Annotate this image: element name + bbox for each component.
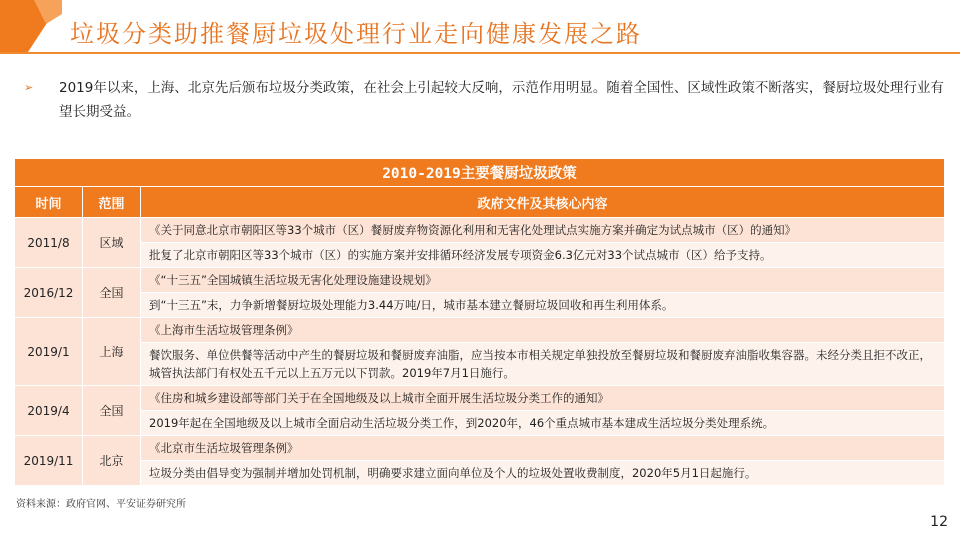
- header-time: 时间: [15, 187, 83, 218]
- arrow-bullet-icon: ➢: [24, 81, 34, 94]
- table-header-row: [15, 187, 945, 218]
- table-row: [15, 343, 945, 386]
- source-note: 资料来源：政府官网、平安证券研究所: [16, 499, 186, 510]
- row-document: 《住房和城乡建设部等部门关于在全国地级及以上城市全面开展生活垃圾分类工作的通知》: [141, 386, 945, 411]
- policy-table: [14, 158, 945, 486]
- table-row: [15, 461, 945, 486]
- row-description: 垃圾分类由倡导变为强制并增加处罚机制，明确要求建立面向单位及个人的垃圾处置收费制度，2020年5月1日起施行。: [141, 461, 945, 486]
- row-description: 餐饮服务、单位供餐等活动中产生的餐厨垃圾和餐厨废弃油脂，应当按本市相关规定单独投放至餐厨垃圾和餐厨废弃油脂收集容器。未经分类且拒不改正，城管执法部门有权处五千元以上五万元以下罚款。2019年7月1日施行。: [141, 343, 945, 386]
- table-row: [15, 218, 945, 243]
- row-description: 2019年起在全国地级及以上城市全面启动生活垃圾分类工作，到2020年，46个重点城市基本建成生活垃圾分类处理系统。: [141, 411, 945, 436]
- row-time: 2011/8: [15, 218, 83, 268]
- table-caption-row: [15, 159, 945, 187]
- row-scope: 区域: [83, 218, 141, 268]
- row-document: 《上海市生活垃圾管理条例》: [141, 318, 945, 343]
- row-scope: 全国: [83, 268, 141, 318]
- header-content: 政府文件及其核心内容: [141, 187, 945, 218]
- row-time: 2019/1: [15, 318, 83, 386]
- page-title: 垃圾分类助推餐厨垃圾处理行业走向健康发展之路: [70, 20, 642, 48]
- title-divider: [0, 52, 960, 54]
- table-row: [15, 411, 945, 436]
- row-scope: 上海: [83, 318, 141, 386]
- row-scope: 全国: [83, 386, 141, 436]
- row-time: 2016/12: [15, 268, 83, 318]
- orange-corner-logo-icon: [0, 0, 62, 52]
- intro-text: 2019年以来，上海、北京先后颁布垃圾分类政策，在社会上引起较大反响，示范作用明显。随着全国性、区域性政策不断落实，餐厨垃圾处理行业有望长期受益。: [59, 80, 944, 120]
- row-document: 《“十三五”全国城镇生活垃圾无害化处理设施建设规划》: [141, 268, 945, 293]
- intro-bullet: [24, 76, 946, 124]
- row-description: 到“十三五”末，力争新增餐厨垃圾处理能力3.44万吨/日，城市基本建立餐厨垃圾回收和再生利用体系。: [141, 293, 945, 318]
- row-description: 批复了北京市朝阳区等33个城市（区）的实施方案并安排循环经济发展专项资金6.3亿元对33个试点城市（区）给予支持。: [141, 243, 945, 268]
- table-row: [15, 436, 945, 461]
- table-row: [15, 318, 945, 343]
- row-document: 《北京市生活垃圾管理条例》: [141, 436, 945, 461]
- table-row: [15, 386, 945, 411]
- table-row: [15, 293, 945, 318]
- table-row: [15, 243, 945, 268]
- row-scope: 北京: [83, 436, 141, 486]
- header-scope: 范围: [83, 187, 141, 218]
- row-time: 2019/4: [15, 386, 83, 436]
- row-time: 2019/11: [15, 436, 83, 486]
- table-caption: 2010-2019主要餐厨垃圾政策: [15, 159, 945, 187]
- row-document: 《关于同意北京市朝阳区等33个城市（区）餐厨废弃物资源化利用和无害化处理试点实施方案并确定为试点城市（区）的通知》: [141, 218, 945, 243]
- table-row: [15, 268, 945, 293]
- page-number: 12: [930, 514, 948, 530]
